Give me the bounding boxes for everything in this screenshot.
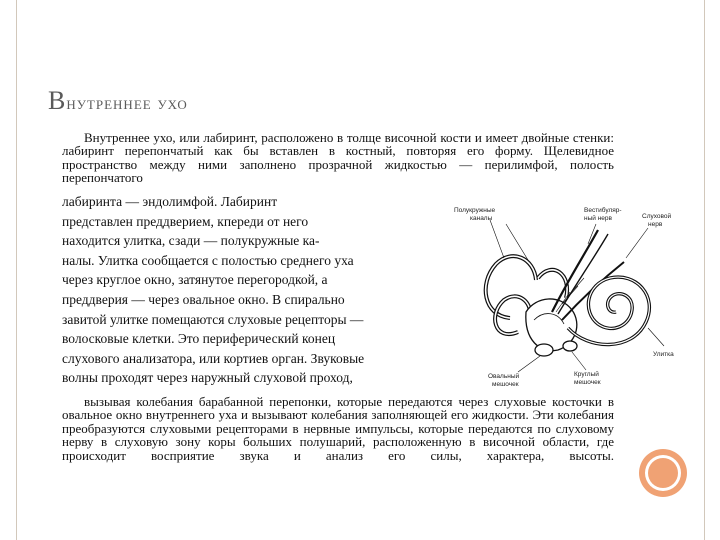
text-line: налы. Улитка сообщается с полостью среднего уха bbox=[62, 252, 354, 268]
label-semicircular-1: Полукружные bbox=[454, 207, 496, 214]
label-cochlea: Улитка bbox=[653, 351, 674, 358]
label-pointer-oval bbox=[518, 356, 540, 372]
paragraph-top-text: Внутреннее ухо, или лабиринт, расположено в толще височной кости и имеет двойные стенки: лабиринт перепончатый как бы вставлен в костный, повторяя его форму. Щелевидное пространство между ними заполнено прозрачной жидкостью — перилимфой, полость перепончатого bbox=[62, 130, 614, 186]
text-line: волны проходят через наружный слуховой проход, bbox=[62, 370, 353, 386]
label-pointer-semicircular bbox=[490, 220, 528, 260]
label-pointer-round bbox=[572, 352, 586, 370]
text-line: представлен преддверием, кпереди от него bbox=[62, 213, 309, 229]
label-semicircular-2: каналы bbox=[470, 215, 493, 222]
deco-inner-circle bbox=[648, 458, 678, 488]
wrapped-text-block bbox=[62, 192, 364, 388]
decorative-circle-icon bbox=[637, 447, 689, 499]
label-pointer-cochlea bbox=[648, 328, 664, 346]
label-vestibular-2: ный нерв bbox=[584, 215, 612, 222]
label-vestibular-1: Вестибуляр- bbox=[584, 207, 622, 214]
paragraph-bottom bbox=[62, 395, 614, 475]
label-round-2: мешочек bbox=[574, 379, 601, 386]
text-line: завитой улитке помещаются слуховые рецепторы — bbox=[62, 311, 364, 327]
paragraph-bottom-text: вызывая колебания барабанной перепонки, которые передаются через слуховые косточки в овальное окно внутреннего уха и вызывают колебания заполняющей его жидкости. Эти колебания преобразуются слуховыми рецепторами в нервные импульсы, которые передаются по слуховому нерву в слуховую зону коры больших полушарий, расположенную в височной области, где происходит восприятие звука и анализ его силы, характера, высоты. bbox=[62, 394, 614, 463]
round-saccule bbox=[563, 341, 577, 351]
paragraph-top bbox=[62, 131, 614, 198]
label-round-1: Круглый bbox=[574, 371, 599, 378]
label-oval-1: Овальный bbox=[488, 373, 520, 380]
label-pointer-auditory bbox=[626, 228, 648, 258]
text-line: преддверия — через овальное окно. В спирально bbox=[62, 291, 345, 307]
label-oval-2: мешочек bbox=[492, 381, 519, 388]
inner-ear-diagram bbox=[448, 200, 688, 390]
title-rest: нутреннее ухо bbox=[66, 93, 188, 114]
oval-saccule bbox=[535, 344, 553, 356]
diagram-drawing bbox=[486, 220, 664, 372]
title-first-letter: В bbox=[48, 86, 67, 115]
text-line: волосковые клетки. Это периферический конец bbox=[62, 331, 336, 347]
text-line: слухового анализатора, или кортиев орган. Звуковые bbox=[62, 350, 365, 366]
text-line: лабиринта — эндолимфой. Лабиринт bbox=[62, 194, 278, 209]
text-line: через круглое окно, затянутое перегородкой, а bbox=[62, 272, 328, 288]
label-auditory-2: нерв bbox=[648, 221, 663, 228]
slide-title bbox=[48, 80, 188, 117]
text-line: находится улитка, сзади — полукружные ка- bbox=[62, 233, 320, 249]
label-auditory-1: Слуховой bbox=[642, 213, 672, 220]
